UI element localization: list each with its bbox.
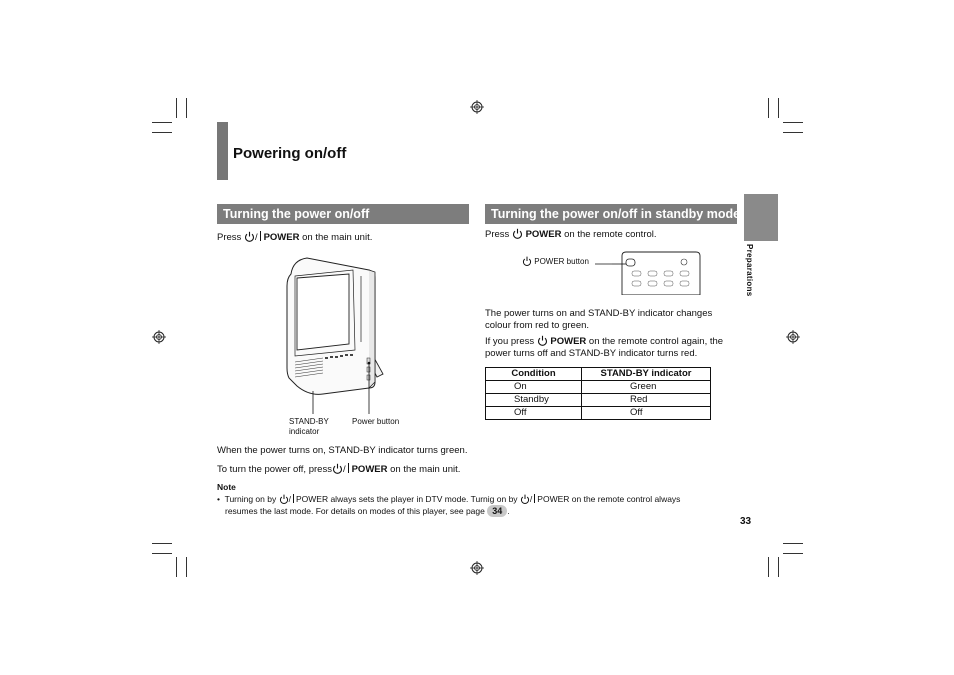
page-title: Powering on/off bbox=[233, 145, 347, 162]
power-symbol-icon bbox=[512, 228, 523, 239]
power-symbol-icon bbox=[520, 494, 530, 504]
power-off-description: If you press POWER on the remote control again, the power turns off and STAND-BY indicator turns red. bbox=[485, 336, 724, 359]
right-press-instruction: Press POWER on the remote control. bbox=[485, 229, 657, 240]
table-header-cell: Condition bbox=[486, 368, 582, 381]
section-heading-right: Turning the power on/off in standby mode bbox=[485, 204, 737, 224]
registration-mark-icon bbox=[470, 561, 484, 575]
side-tab-label: Preparations bbox=[745, 244, 754, 297]
power-symbol-icon bbox=[332, 463, 343, 474]
side-tab bbox=[744, 194, 778, 241]
power-off-instruction: To turn the power off, press / POWER on the main unit. bbox=[217, 464, 461, 475]
registration-mark-icon bbox=[470, 100, 484, 114]
title-accent-bar bbox=[217, 122, 228, 180]
page-reference-link[interactable]: 34 bbox=[487, 505, 507, 517]
power-on-green-text: When the power turns on, STAND-BY indicator turns green. bbox=[217, 445, 468, 456]
table-cell: Off bbox=[582, 407, 711, 420]
power-on-description: The power turns on and STAND-BY indicator changes colour from red to green. bbox=[485, 308, 713, 331]
registration-mark-icon bbox=[786, 330, 800, 344]
remote-control-illustration bbox=[592, 250, 702, 295]
power-button-label: Power button bbox=[352, 417, 400, 426]
note-heading: Note bbox=[217, 482, 236, 492]
standby-indicator-label: STAND-BY indicator bbox=[289, 417, 329, 436]
table-cell: Standby bbox=[486, 394, 582, 407]
note-body: • Turning on by / POWER always sets the player in DTV mode. Turnig on by / POWER on the remote control always resumes the last mode. For details on modes of this player, see page 34 . bbox=[217, 494, 681, 516]
section-heading-left: Turning the power on/off bbox=[217, 204, 469, 224]
table-cell: Green bbox=[582, 381, 711, 394]
table-cell: Red bbox=[582, 394, 711, 407]
remote-power-button-label: POWER button bbox=[522, 256, 589, 267]
power-symbol-icon bbox=[279, 494, 289, 504]
table-cell: Off bbox=[486, 407, 582, 420]
table-header-cell: STAND-BY indicator bbox=[582, 368, 711, 381]
table-row bbox=[486, 407, 711, 420]
power-symbol-icon bbox=[537, 335, 548, 346]
left-press-instruction: Press / POWER on the main unit. bbox=[217, 232, 373, 243]
table-row bbox=[486, 394, 711, 407]
power-symbol-icon bbox=[522, 256, 532, 266]
registration-mark-icon bbox=[152, 330, 166, 344]
power-symbol-icon bbox=[244, 231, 255, 242]
table-header-row bbox=[486, 368, 711, 381]
table-row bbox=[486, 381, 711, 394]
page-number: 33 bbox=[740, 516, 752, 527]
main-unit-illustration bbox=[283, 246, 398, 421]
standby-indicator-table bbox=[485, 367, 711, 420]
table-cell: On bbox=[486, 381, 582, 394]
